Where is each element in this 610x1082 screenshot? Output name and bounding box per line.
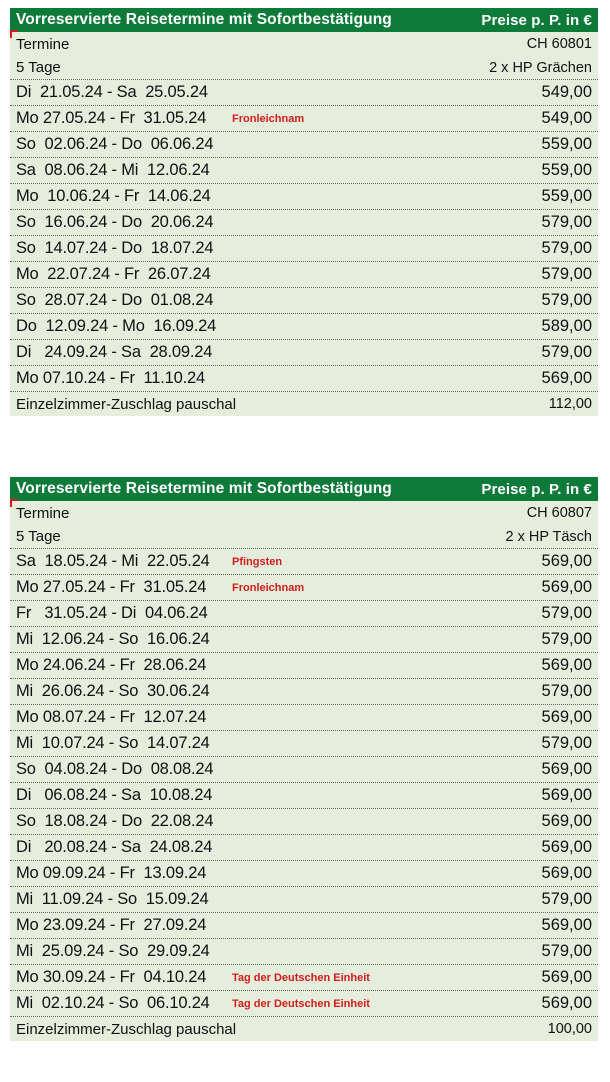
- date-range: Fr 31.05.24 - Di 04.06.24: [16, 604, 208, 622]
- price-cell: 579,00: [541, 343, 592, 361]
- termine-row: [10, 501, 598, 525]
- date-range: Di 21.05.24 - Sa 25.05.24: [16, 83, 208, 101]
- date-range: Mi 10.07.24 - So 14.07.24: [16, 734, 210, 752]
- price-cell: 579,00: [541, 213, 592, 231]
- table-row: [10, 601, 598, 627]
- table-row: [10, 184, 598, 210]
- termine-label: Termine: [16, 35, 70, 53]
- hotel-label: 2 x HP Täsch: [505, 528, 592, 545]
- date-range: So 14.07.24 - Do 18.07.24: [16, 239, 214, 257]
- table-row: [10, 575, 598, 601]
- price-cell: 569,00: [541, 838, 592, 856]
- table-row: [10, 158, 598, 184]
- table-row: [10, 627, 598, 653]
- table-row: [10, 809, 598, 835]
- price-cell: 579,00: [541, 630, 592, 648]
- price-cell: 559,00: [541, 187, 592, 205]
- duration-row: [10, 56, 598, 80]
- termine-label: Termine: [16, 504, 70, 522]
- holiday-note: Fronleichnam: [232, 112, 305, 125]
- surcharge-price: 100,00: [547, 1021, 592, 1037]
- price-table-ch60801: [10, 8, 598, 416]
- date-range: So 28.07.24 - Do 01.08.24: [16, 291, 214, 309]
- table-row: [10, 288, 598, 314]
- date-range: Mo 30.09.24 - Fr 04.10.24: [16, 968, 207, 986]
- duration-row: [10, 525, 598, 549]
- price-cell: 569,00: [541, 864, 592, 882]
- table-row: [10, 366, 598, 392]
- table-row: [10, 913, 598, 939]
- table-header: [10, 8, 598, 32]
- date-range: Mo 08.07.24 - Fr 12.07.24: [16, 708, 207, 726]
- date-range: Mo 07.10.24 - Fr 11.10.24: [16, 369, 205, 387]
- date-range: So 02.06.24 - Do 06.06.24: [16, 135, 214, 153]
- date-range: Mo 24.06.24 - Fr 28.06.24: [16, 656, 207, 674]
- table-row: [10, 314, 598, 340]
- table-row: [10, 340, 598, 366]
- date-range: Mo 22.07.24 - Fr 26.07.24: [16, 265, 211, 283]
- table-row: [10, 887, 598, 913]
- date-rows: [10, 80, 598, 392]
- table-title: Vorreservierte Reisetermine mit Sofortbestätigung: [16, 11, 392, 28]
- table-row: [10, 861, 598, 887]
- date-range: Mi 26.06.24 - So 30.06.24: [16, 682, 210, 700]
- table-row: [10, 705, 598, 731]
- holiday-note: Pfingsten: [232, 555, 283, 568]
- date-range: So 16.06.24 - Do 20.06.24: [16, 213, 214, 231]
- date-range: Mo 23.09.24 - Fr 27.09.24: [16, 916, 207, 934]
- table-row: [10, 939, 598, 965]
- surcharge-price: 112,00: [548, 396, 592, 412]
- surcharge-label: Einzelzimmer-Zuschlag pauschal: [16, 1020, 237, 1038]
- price-cell: 569,00: [541, 552, 592, 570]
- price-cell: 579,00: [541, 890, 592, 908]
- price-cell: 569,00: [541, 812, 592, 830]
- price-cell: 559,00: [541, 161, 592, 179]
- table-row: [10, 679, 598, 705]
- surcharge-row: [10, 1017, 598, 1041]
- date-range: Sa 18.05.24 - Mi 22.05.24: [16, 552, 210, 570]
- table-row: [10, 236, 598, 262]
- price-cell: 579,00: [541, 942, 592, 960]
- price-cell: 569,00: [541, 916, 592, 934]
- price-cell: 579,00: [541, 265, 592, 283]
- price-cell: 579,00: [541, 604, 592, 622]
- holiday-note: Tag der Deutschen Einheit: [232, 971, 370, 984]
- hotel-label: 2 x HP Grächen: [489, 59, 592, 76]
- price-table-ch60807: [10, 477, 598, 1041]
- table-row: [10, 210, 598, 236]
- table-row: [10, 783, 598, 809]
- date-range: Mo 09.09.24 - Fr 13.09.24: [16, 864, 207, 882]
- price-cell: 569,00: [541, 656, 592, 674]
- price-cell: 579,00: [541, 239, 592, 257]
- surcharge-row: [10, 392, 598, 416]
- date-range: Mi 11.09.24 - So 15.09.24: [16, 890, 209, 908]
- table-row: [10, 132, 598, 158]
- date-range: Mo 10.06.24 - Fr 14.06.24: [16, 187, 211, 205]
- date-range: Sa 08.06.24 - Mi 12.06.24: [16, 161, 210, 179]
- price-cell: 549,00: [541, 109, 592, 127]
- date-range: Mi 02.10.24 - So 06.10.24: [16, 994, 210, 1012]
- price-cell: 569,00: [541, 369, 592, 387]
- table-row: [10, 80, 598, 106]
- date-range: Mo 27.05.24 - Fr 31.05.24: [16, 578, 207, 596]
- table-row: [10, 262, 598, 288]
- table-row: [10, 731, 598, 757]
- duration-label: 5 Tage: [16, 528, 61, 545]
- date-rows: [10, 549, 598, 1017]
- price-cell: 569,00: [541, 968, 592, 986]
- price-heading: Preise p. P. in €: [481, 11, 592, 29]
- price-cell: 569,00: [541, 578, 592, 596]
- table-row: [10, 653, 598, 679]
- date-range: Mo 27.05.24 - Fr 31.05.24: [16, 109, 207, 127]
- price-cell: 579,00: [541, 682, 592, 700]
- price-cell: 549,00: [541, 83, 592, 101]
- holiday-note: Fronleichnam: [232, 581, 305, 594]
- holiday-note: Tag der Deutschen Einheit: [232, 997, 370, 1010]
- table-header: [10, 477, 598, 501]
- date-range: Do 12.09.24 - Mo 16.09.24: [16, 317, 217, 335]
- price-cell: 579,00: [541, 734, 592, 752]
- date-range: Di 06.08.24 - Sa 10.08.24: [16, 786, 213, 804]
- price-cell: 569,00: [541, 708, 592, 726]
- table-row: [10, 965, 598, 991]
- date-range: Di 20.08.24 - Sa 24.08.24: [16, 838, 213, 856]
- price-cell: 569,00: [541, 760, 592, 778]
- termine-row: [10, 32, 598, 56]
- price-cell: 569,00: [541, 786, 592, 804]
- price-cell: 589,00: [541, 317, 592, 335]
- table-row: [10, 757, 598, 783]
- table-row: [10, 835, 598, 861]
- tour-code: CH 60807: [526, 505, 592, 521]
- price-cell: 579,00: [541, 291, 592, 309]
- surcharge-label: Einzelzimmer-Zuschlag pauschal: [16, 395, 237, 413]
- price-cell: 559,00: [541, 135, 592, 153]
- date-range: So 18.08.24 - Do 22.08.24: [16, 812, 214, 830]
- tour-code: CH 60801: [526, 36, 592, 52]
- duration-label: 5 Tage: [16, 59, 61, 76]
- table-row: [10, 549, 598, 575]
- date-range: Di 24.09.24 - Sa 28.09.24: [16, 343, 213, 361]
- price-heading: Preise p. P. in €: [481, 480, 592, 498]
- price-cell: 569,00: [541, 994, 592, 1012]
- date-range: Mi 12.06.24 - So 16.06.24: [16, 630, 210, 648]
- table-title: Vorreservierte Reisetermine mit Sofortbestätigung: [16, 480, 392, 497]
- table-row: [10, 991, 598, 1017]
- date-range: Mi 25.09.24 - So 29.09.24: [16, 942, 210, 960]
- table-row: [10, 106, 598, 132]
- date-range: So 04.08.24 - Do 08.08.24: [16, 760, 214, 778]
